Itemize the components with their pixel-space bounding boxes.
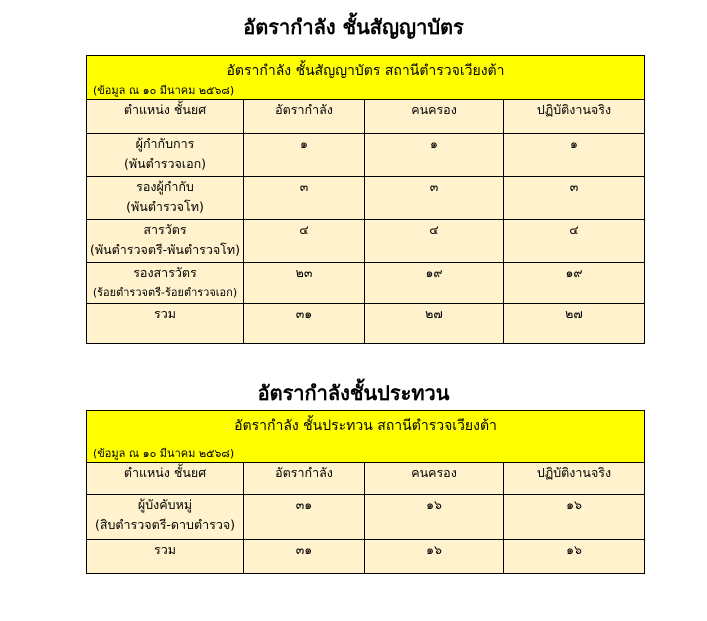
header-actual: ปฏิบัติงานจริง [504,463,645,495]
position-rank: (สิบตำรวจตรี-ดาบตำรวจ) [94,517,236,532]
position-cell [87,134,244,177]
position-cell [87,220,244,263]
table-caption [87,411,645,463]
quota-cell: ๔ [244,220,365,263]
held-cell: ๔ [365,220,504,263]
total-held: ๑๖ [365,540,504,574]
position-cell [87,263,244,304]
held-cell: ๑๙ [365,263,504,304]
table-row [87,220,645,263]
actual-cell: ๑๙ [504,263,645,304]
header-held: คนครอง [365,463,504,495]
table-title: อัตรากำลัง ชั้นสัญญาบัตร สถานีตำรวจเวียงต้า [226,63,505,79]
position-rank: (พันตำรวจเอก) [123,156,207,171]
header-actual: ปฏิบัติงานจริง [504,100,645,134]
table-row [87,134,645,177]
position-rank: (พันตำรวจตรี-พันตำรวจโท) [89,242,240,257]
noncommissioned-section-title: อัตรากำลังชั้นประทวน [257,381,450,405]
actual-cell: ๑ [504,134,645,177]
table-row [87,177,645,220]
position-name: ผู้บังคับหมู่ [137,497,193,512]
position-rank: (พันตำรวจโท) [126,199,204,214]
actual-cell: ๔ [504,220,645,263]
total-held: ๒๗ [365,304,504,344]
position-name: ผู้กำกับการ [135,136,195,151]
table-row [87,495,645,540]
total-row [87,304,645,344]
table-row [87,263,645,304]
held-cell: ๑ [365,134,504,177]
held-cell: ๑๖ [365,495,504,540]
header-quota: อัตรากำลัง [244,463,365,495]
position-cell [87,495,244,540]
position-rank: (ร้อยตำรวจตรี-ร้อยตำรวจเอก) [92,286,238,299]
total-actual: ๒๗ [504,304,645,344]
quota-cell: ๓ [244,177,365,220]
header-held: คนครอง [365,100,504,134]
header-position: ตำแหน่ง ชั้นยศ [87,100,244,134]
commissioned-section-title: อัตรากำลัง ชั้นสัญญาบัตร [243,15,464,39]
data-date-note: (ข้อมูล ณ ๑๐ มีนาคม ๒๕๖๘) [93,447,235,460]
data-date-note: (ข้อมูล ณ ๑๐ มีนาคม ๒๕๖๘) [93,84,235,97]
noncommissioned-rate-table [86,410,645,574]
position-cell [87,177,244,220]
header-position: ตำแหน่ง ชั้นยศ [87,463,244,495]
position-name: รองสารวัตร [133,265,197,280]
total-quota: ๓๑ [244,540,365,574]
total-actual: ๑๖ [504,540,645,574]
position-name: สารวัตร [143,222,187,237]
total-row [87,540,645,574]
total-quota: ๓๑ [244,304,365,344]
actual-cell: ๓ [504,177,645,220]
table-title: อัตรากำลัง ชั้นประทวน สถานีตำรวจเวียงต้า [234,418,497,434]
header-quota: อัตรากำลัง [244,100,365,134]
total-label: รวม [87,304,244,344]
quota-cell: ๓๑ [244,495,365,540]
actual-cell: ๑๖ [504,495,645,540]
position-name: รองผู้กำกับ [136,179,194,194]
commissioned-rate-table [86,55,645,344]
total-label: รวม [87,540,244,574]
quota-cell: ๒๓ [244,263,365,304]
quota-cell: ๑ [244,134,365,177]
table-caption [87,56,645,100]
held-cell: ๓ [365,177,504,220]
